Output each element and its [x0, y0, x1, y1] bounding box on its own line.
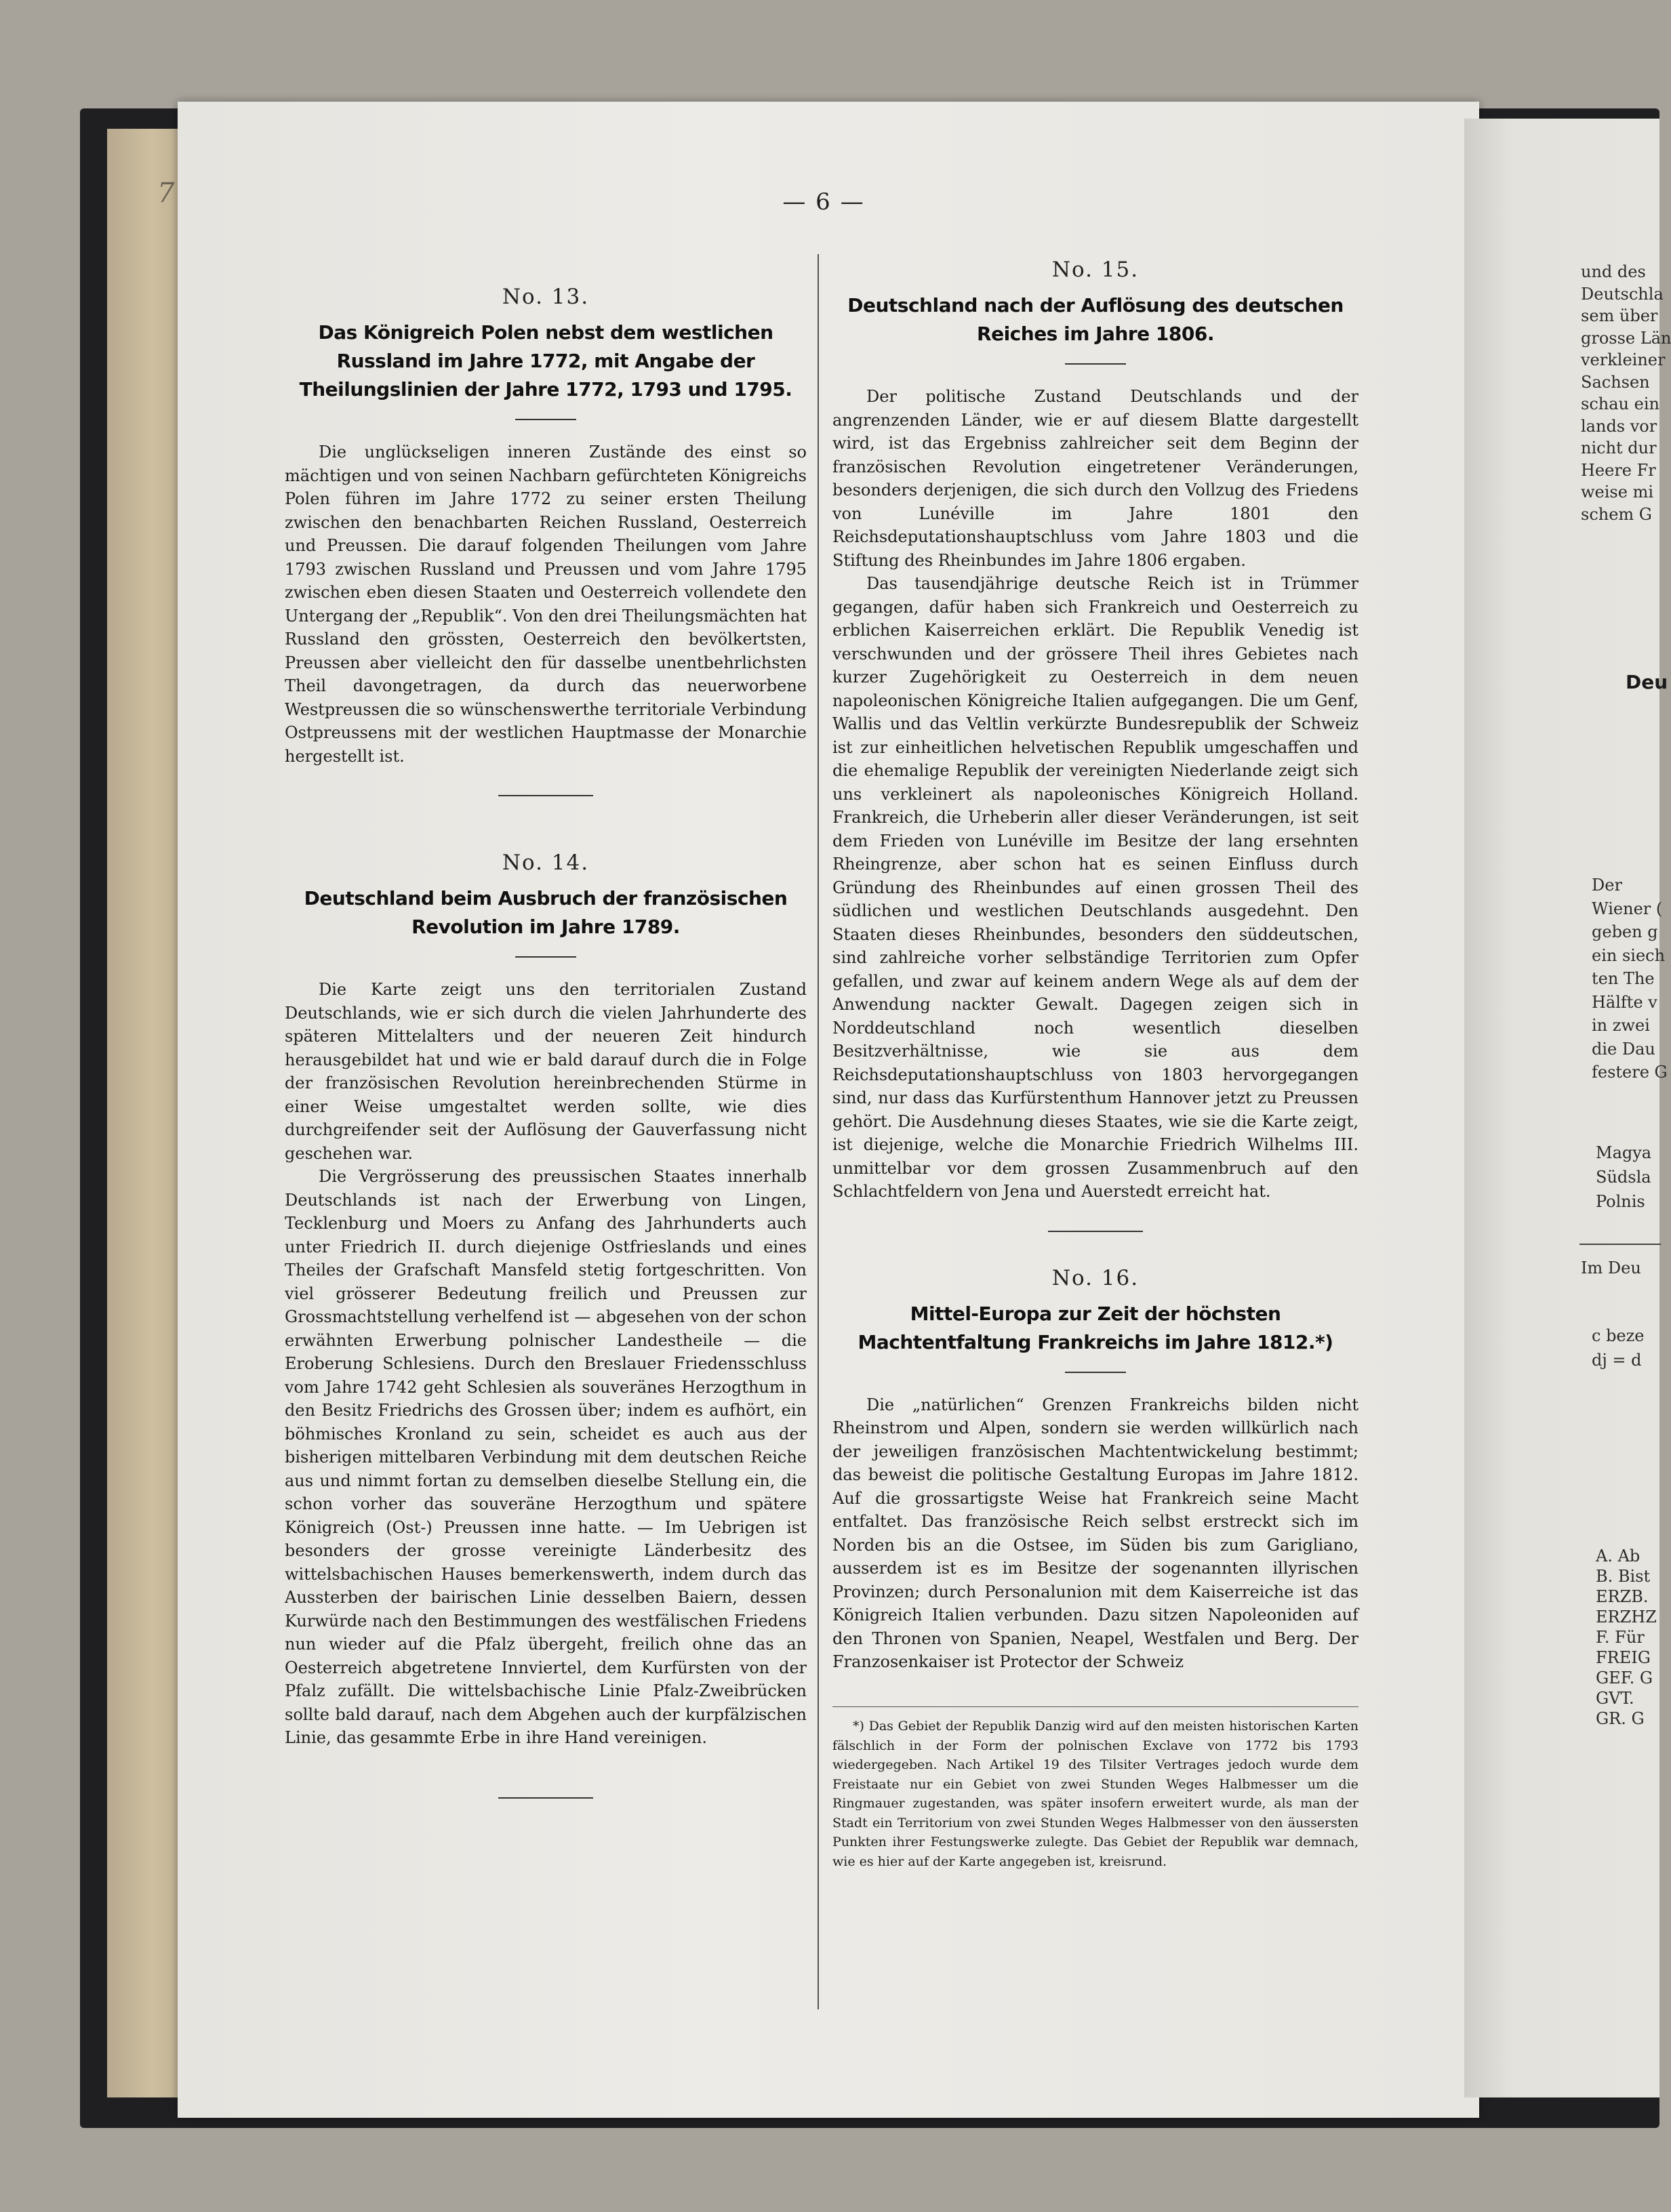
next-page-line: ten The: [1592, 969, 1655, 988]
next-page-rule: [1579, 1244, 1661, 1245]
column-divider: [818, 254, 819, 2009]
next-page-line: schem G: [1581, 504, 1652, 524]
section-14-paragraph: Die Karte zeigt uns den territorialen Zustand Deutschlands, wie er sich durch die vielen Jahrhunderte des späteren Mittelalters und der neueren Zeit hindurch herausgebildet hat und wie er bald darauf durch die in Folge der französischen Revolution hereinbrechenden Stürme in einer Weise umgestaltet werden sollte, wie dies durchgreifender seit der Auflösung der Gauverfassung nicht geschehen war.: [285, 980, 807, 1163]
section-15-paragraph: Das tausendjährige deutsche Reich ist in Trümmer gegangen, dafür haben sich Frankreich und Oesterreich zu erblichen Kaiserreichen erklärt. Die Republik Venedig ist verschwunden und der grössere Theil ihres Gebietes nach kurzer Zugehörigkeit zu Oesterreich in dem neuen napoleonischen Königreiche Italien aufgegangen. Die um Genf, Wallis und das Veltlin verkürzte Bundesrepublik der Schweiz ist zur einheitlichen helvetischen Republik umgeschaffen und die ehemalige Republik der vereinigten Niederlande zeigt sich uns verkleinert als napoleonisches Königreich Holland. Frankreich, die Urheberin aller dieser Veränderungen, ist seit dem Frieden von Lunéville im Besitze der lang ersehnten Rheingrenze, aber schon hat es seinen Einfluss durch Gründung des Rheinbundes auf einen grossen Theil des südlichen und westlichen Deutschlands ausgedehnt. Den Staaten dieses Rheinbundes, besonders den süddeutschen, sind zahlreiche vorher selbständige Territorien zum Opfer gefallen, und zwar auf keinem andern Wege als auf dem der Anwendung nackter Gewalt. Dagegen zeigen sich in Norddeutschland noch wesentlich dieselben Besitzverhältnisse, wie sie aus dem Reichsdeputationshauptschluss von 1803 hervorgegangen sind, nur dass das Kurfürstenthum Hannover jetzt zu Preussen gehört. Die Ausdehnung dieses Staates, wie sie die Karte zeigt, ist diejenige, welche die Monarchie Friedrich Wilhelms III. unmittelbar vor dem grossen Zusammenbruch auf den Schlachtfeldern von Jena und Auerstedt erreicht hat.: [832, 574, 1358, 1201]
section-separator: [1048, 1231, 1143, 1232]
section-13-title: Das Königreich Polen nebst dem westlichen Russland im Jahre 1772, mit Angabe der Theilungslinien der Jahre 1772, 1793 und 1795.: [299, 321, 792, 401]
next-page-line: schau ein: [1581, 394, 1659, 413]
next-page-line: die Dau: [1592, 1039, 1655, 1059]
next-page-abbreviation: B. Bist: [1596, 1567, 1651, 1586]
next-page-line: in zwei: [1592, 1016, 1650, 1035]
next-page-line: weise mi: [1581, 483, 1654, 501]
next-page-list-item: Polnis: [1596, 1192, 1645, 1211]
next-page-abbreviation: A. Ab: [1596, 1547, 1640, 1565]
section-13-paragraph: Die unglückseligen inneren Zustände des einst so mächtigen und von seinen Nachbarn gefürchteten Königreichs Polen führen im Jahre 1772 zu seiner ersten Theilung zwischen den benachbarten Reichen Russland, Oesterreich und Preussen. Die darauf folgenden Theilungen vom Jahre 1793 zwischen Russland und Preussen und vom Jahre 1795 zwischen eben diesen Staaten und Oesterreich vollendete den Untergang der „Republik“. Von den drei Theilungsmächten hat Russland den grössten, Oesterreich den bevölkertsten, Preussen aber vielleicht den für dasselbe unentbehrlichsten Theil davongetragen, da durch das neuerworbene Westpreussen die so wünschenswerthe territoriale Verbindung Ostpreussens mit der westlichen Hauptmasse der Monarchie hergestellt ist.: [285, 443, 807, 766]
section-15-rule: [1065, 363, 1126, 365]
section-16-title: Mittel-Europa zur Zeit der höchsten Machtentfaltung Frankreichs im Jahre 1812.*): [858, 1302, 1333, 1353]
section-15-paragraph: Der politische Zustand Deutschlands und der angrenzenden Länder, wie er auf diesem Blatte dargestellt wird, ist das Ergebniss zahlreicher seit dem Beginn der französischen Revolution eingetretener Veränderungen, besonders derjenigen, die sich durch den Vollzug des Friedens von Lunéville im Jahre 1801 den Reichsdeputationshauptschluss vom Jahre 1803 und die Stiftung des Rheinbundes im Jahre 1806 ergaben.: [832, 387, 1358, 570]
next-page-line: Heere Fr: [1581, 460, 1656, 480]
section-14-number: No. 14.: [502, 851, 590, 875]
next-page-list-item: Magya: [1596, 1143, 1652, 1162]
next-page-abbreviation: FREIG: [1596, 1648, 1651, 1667]
section-end-rule: [498, 1797, 593, 1799]
next-page-line: ein siech: [1592, 945, 1666, 965]
next-page-line: festere G: [1592, 1063, 1668, 1082]
next-page-abbreviation: ERZB.: [1596, 1587, 1649, 1606]
footnote: *) Das Gebiet der Republik Danzig wird auf den meisten historischen Karten fälschlich in der Form der polnischen Exclave von 1772 bis 1793 wiedergegeben. Nach Artikel 19 des Tilsiter Vertrages jedoch wurde dem Freistaate nur ein Gebiet von zwei Stunden Weges Halbmesser um die Ringmauer zugestanden, was später insofern erweitert wurde, als man der Stadt ein Territorium von zwei Stunden Weges Halbmesser von den äussersten Punkten ihrer Festungswerke zulegte. Das Gebiet der Republik war demnach, wie es hier auf der Karte angegeben ist, kreisrund.: [832, 1719, 1358, 1869]
section-13-number: No. 13.: [502, 285, 590, 309]
section-15-title: Deutschland nach der Auflösung des deutschen Reiches im Jahre 1806.: [847, 294, 1344, 345]
next-page-legend-line: Im Deu: [1581, 1258, 1641, 1277]
section-16-paragraph: Die „natürlichen“ Grenzen Frankreichs bilden nicht Rheinstrom und Alpen, sondern sie werden willkürlich nach der jeweiligen französischen Machtentwickelung bestimmt; das beweist die politische Gestaltung Europas im Jahre 1812. Auf die grossartigste Weise hat Frankreich seine Macht entfaltet. Das französische Reich selbst erstreckt sich im Norden bis an die Ostsee, im Süden bis zum Garigliano, ausserdem ist es im Besitze der sogenannten illyrischen Provinzen; durch Personalunion mit dem Kaiserreiche ist das Königreich Italien verbunden. Dazu sitzen Napoleoniden auf den Thronen von Spanien, Neapel, Westfalen und Berg. Der Franzosenkaiser ist Protector der Schweiz: [832, 1395, 1358, 1671]
next-page-list-item: Südsla: [1596, 1168, 1651, 1187]
page-number: — 6 —: [782, 188, 865, 216]
section-14-title: Deutschland beim Ausbruch der französischen Revolution im Jahre 1789.: [304, 887, 788, 938]
next-page-line: verkleiner: [1581, 350, 1666, 369]
footnote-rule: [832, 1706, 1358, 1708]
next-page-key-line: dj = d: [1592, 1351, 1642, 1370]
edge-pencil-mark: 7: [157, 178, 175, 209]
section-13-rule: [515, 419, 576, 420]
next-page-line: Der: [1592, 876, 1622, 895]
next-page-line: geben g: [1592, 922, 1658, 941]
section-separator: [498, 795, 593, 796]
left-column: [285, 285, 807, 1853]
right-column: [832, 258, 1358, 1871]
next-page-line: Deutschla: [1581, 284, 1664, 304]
section-14-paragraph: Die Vergrösserung des preussischen Staates innerhalb Deutschlands ist nach der Erwerbung von Lingen, Tecklenburg und Moers zu Anfang des Jahrhunderts auch unter Friedrich II. durch diejenige Ostfrieslands und eines Theiles der Grafschaft Mansfeld stetig fortgeschritten. Von viel grösserer Bedeutung freilich und Preussen zur Grossmachtstellung verhelfend ist — abgesehen von der schon erwähnten Erwerbung polnischer Landestheile — die Eroberung Schlesiens. Durch den Breslauer Friedensschluss vom Jahre 1742 geht Schlesien als souveränes Herzogthum in den Besitz Friedrichs des Grossen über; indem es aufhört, ein böhmisches Kronland zu sein, scheidet es auch aus der bisherigen mittelbaren Verbindung mit dem deutschen Reiche aus und nimmt fortan zu demselben dieselbe Stellung ein, die schon vorher das souveräne Herzogthum und spätere Königreich (Ost-) Preussen inne hatte. — Im Uebrigen ist besonders der grosse vereinigte Länderbesitz des wittelsbachischen Hauses bemerkenswerth, indem durch das Aussterben der bairischen Linie desselben Baiern, dessen Kurwürde nach den Bestimmungen des westfälischen Friedens nun wieder auf die Pfalz übergeht, freilich ohne das an Oesterreich abgetretene Innviertel, dem Kurfürsten von der Pfalz zufällt. Die wittelsbachische Linie Pfalz-Zweibrücken sollte bald darauf, nach dem Abgehen auch der kurpfälzischen Linie, das gesammte Erbe in ihre Hand vereinigen.: [285, 1167, 807, 1747]
section-16-rule: [1065, 1372, 1126, 1373]
next-page-line: nicht dur: [1581, 438, 1657, 457]
section-15-number: No. 15.: [1051, 258, 1140, 282]
next-page-key-line: c beze: [1592, 1326, 1645, 1345]
next-page-line: Wiener (: [1592, 899, 1663, 918]
next-page-abbreviation: GVT.: [1596, 1689, 1634, 1708]
next-page-abbreviation: GEF. G: [1596, 1668, 1653, 1687]
section-16-number: No. 16.: [1051, 1265, 1140, 1290]
next-page-line: grosse Län: [1581, 328, 1671, 348]
section-14-rule: [515, 956, 576, 958]
next-page-line: sem über: [1581, 306, 1658, 325]
next-page-line: Sachsen: [1581, 372, 1650, 392]
page-edge-stack: [107, 129, 182, 2097]
next-page-abbreviation: GR. G: [1596, 1709, 1645, 1728]
next-page-line: Hälfte v: [1592, 992, 1657, 1012]
next-page-abbreviation: F. Für: [1596, 1628, 1645, 1647]
next-page-line: lands vor: [1581, 416, 1657, 436]
next-page-fragment: [1464, 119, 1671, 2097]
next-page-heading: Deu: [1626, 671, 1668, 693]
next-page-line: und des: [1581, 262, 1646, 281]
next-page-abbreviation: ERZHZ: [1596, 1607, 1657, 1626]
